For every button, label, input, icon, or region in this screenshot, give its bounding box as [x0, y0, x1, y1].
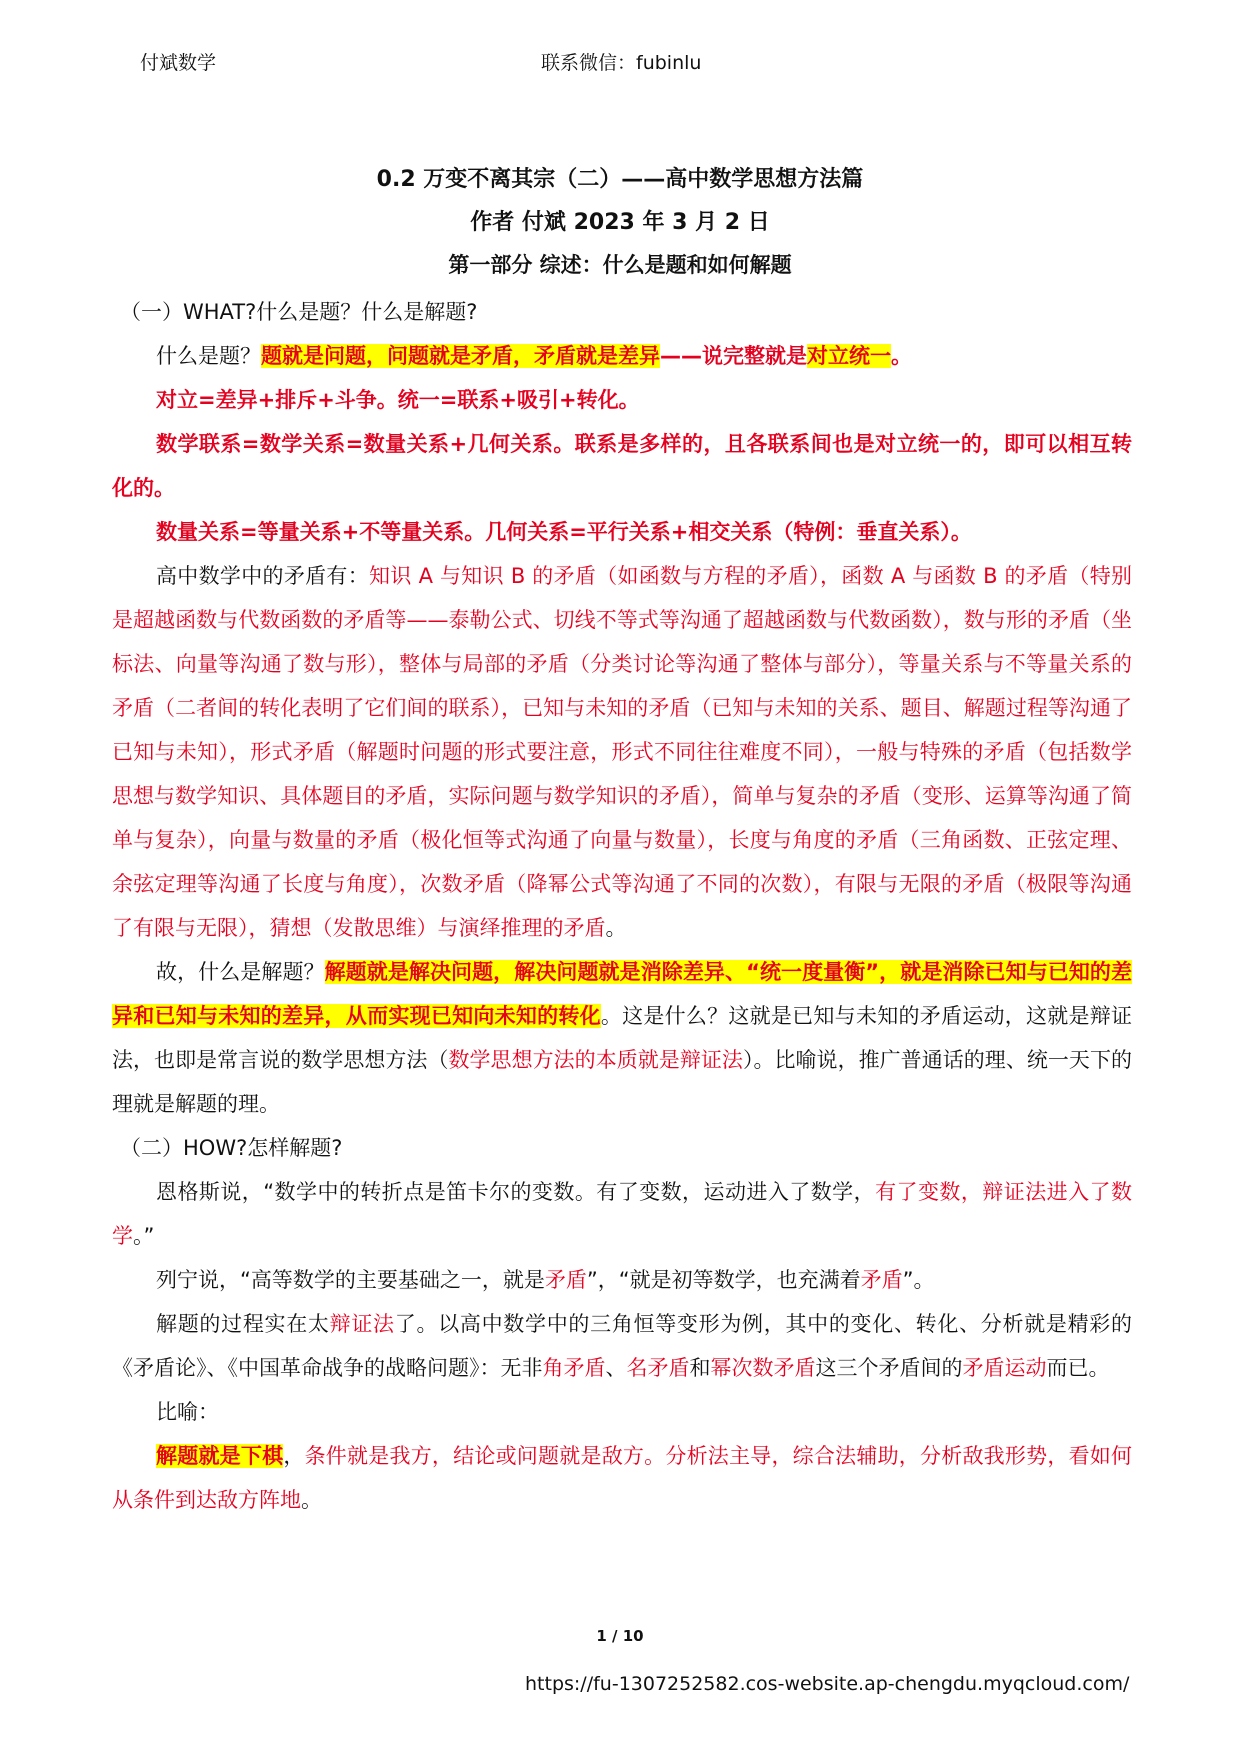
emphasis-text: 有了变数，辩证法进入了数学 [112, 1180, 1132, 1248]
document-title: 0.2 万变不离其宗（二）——高中数学思想方法篇 [376, 167, 864, 192]
body-text: 列宁说，“高等数学的主要基础之一，就是 [156, 1268, 545, 1292]
emphasis-text: 名矛盾 [626, 1356, 690, 1380]
emphasis-text: 数学思想方法的本质就是辩证法 [448, 1048, 743, 1072]
emphasis-text: 幂次数矛盾 [710, 1356, 816, 1380]
punctuation: 。 [605, 916, 627, 940]
paragraph-lead: 故，什么是解题？ [156, 960, 325, 984]
header-brand: 付斌数学 [140, 52, 217, 74]
paragraph-what-is-problem [112, 334, 1132, 378]
paragraph-lead: 高中数学中的矛盾有： [156, 564, 370, 588]
body-text: 解题的过程实在太 [156, 1312, 330, 1336]
emphasis-text: 角矛盾 [542, 1356, 606, 1380]
paragraph-what-is-solving [112, 950, 1132, 1126]
punctuation: ， [283, 1444, 305, 1468]
paragraph-lead: 什么是题？ [156, 344, 261, 368]
highlight-text: 对立统一 [807, 344, 891, 368]
punctuation: 。 [301, 1488, 322, 1512]
emphasis-text: 矛盾 [544, 1268, 587, 1292]
section-heading-how: （二）HOW?怎样解题? [120, 1136, 343, 1160]
paragraph-trig-example [112, 1302, 1132, 1390]
paragraph-chess-metaphor [112, 1434, 1132, 1522]
body-text: ”。 [902, 1268, 935, 1292]
page-number: 1 / 10 [596, 1627, 644, 1645]
emphasis-text: 矛盾运动 [962, 1356, 1047, 1380]
body-text: ”，“就是初等数学，也充满着 [586, 1268, 861, 1292]
highlight-text: 解题就是下棋 [156, 1444, 284, 1468]
paragraph-quantity-geometry: 数量关系=等量关系+不等量关系。几何关系=平行关系+相交关系（特例：垂直关系）。 [156, 520, 972, 544]
body-text: ）。比喻说，推广普通话的理、统一天下的理就是解题的理。 [112, 1048, 1132, 1116]
part-heading: 第一部分 综述：什么是题和如何解题 [448, 253, 792, 277]
paragraph-lenin-quote [112, 1258, 1132, 1302]
paragraph-math-relations: 数学联系=数学关系=数量关系+几何关系。联系是多样的，且各联系间也是对立统一的，即可以相互转化的。 [112, 432, 1132, 500]
body-text: 、 [605, 1356, 627, 1380]
paragraph-opposition-unity: 对立=差异+排斥+斗争。统一=联系+吸引+转化。 [156, 388, 640, 412]
emphasis-text: 条件就是我方，结论或问题就是敌方。分析法主导，综合法辅助，分析敌我形势，看如何从条件到达敌方阵地 [112, 1444, 1133, 1512]
body-text: 恩格斯说，“数学中的转折点是笛卡尔的变数。有了变数，运动进入了数学， [156, 1180, 876, 1204]
highlight-text: 题就是问题，问题就是矛盾，矛盾就是差异 [261, 344, 660, 368]
emphasis-text: 矛盾 [860, 1268, 903, 1292]
header-contact: 联系微信：fubinlu [541, 52, 702, 74]
highlight-text: 解题就是解决问题，解决问题就是消除差异、“统一度量衡”，就是消除已知与已知的差异和已知与未知的差异，从而实现已知向未知的转化 [112, 960, 1132, 1028]
emphasis-text: ——说完整就是 [660, 344, 807, 368]
body-text: 而已。 [1046, 1356, 1110, 1380]
body-text: 。这是什么？这就是已知与未知的矛盾运动，这就是辩证法，也即是常言说的数学思想方法（ [112, 1004, 1133, 1072]
body-text: 和 [689, 1356, 711, 1380]
emphasis-text: 。 [891, 344, 912, 368]
paragraph-engels-quote [112, 1170, 1132, 1258]
paragraph-metaphor-label: 比喻： [156, 1400, 219, 1424]
body-text: 。” [133, 1224, 155, 1248]
paragraph-contradictions [112, 554, 1132, 950]
emphasis-text: 辩证法 [329, 1312, 395, 1336]
emphasis-text: 知识 A 与知识 B 的矛盾（如函数与方程的矛盾），函数 A 与函数 B 的矛盾（特别是超越函数与代数函数的矛盾等——泰勒公式、切线不等式等沟通了超越函数与代数函数），数与形的矛盾（坐标法、向量等沟通了数与形），整体与局部的矛盾（分类讨论等沟通了整体与部分），等量关系与不等量关系的矛盾（二者间的转化表明了它们间的联系），已知与未知的矛盾（已知与未知的关系、题目、解题过程等沟通了已知与未知），形式矛盾（解题时问题的形式要注意，形式不同往往难度不同），一般与特殊的矛盾（包括数学思想与数学知识、具体题目的矛盾，实际问题与数学知识的矛盾），简单与复杂的矛盾（变形、运算等沟通了简单与复杂），向量与数量的矛盾（极化恒等式沟通了向量与数量），长度与角度的矛盾（三角函数、正弦定理、余弦定理等沟通了长度与角度），次数矛盾（降幂公式等沟通了不同的次数），有限与无限的矛盾（极限等沟通了有限与无限），猜想（发散思维）与演绎推理的矛盾 [112, 564, 1132, 940]
section-heading-what: （一）WHAT?什么是题？什么是解题? [120, 300, 478, 324]
body-text: 了。以高中数学中的三角恒等变形为例，其中的变化、转化、分析就是精彩的《矛盾论》、《中国革命战争的战略问题》：无非 [112, 1312, 1133, 1380]
author-date-line: 作者 付斌 2023 年 3 月 2 日 [470, 210, 770, 235]
website-url: https://fu-1307252582.cos-website.ap-chengdu.myqcloud.com/ [525, 1673, 1130, 1695]
body-text: 这三个矛盾间的 [815, 1356, 963, 1380]
document-body [112, 290, 1132, 1522]
